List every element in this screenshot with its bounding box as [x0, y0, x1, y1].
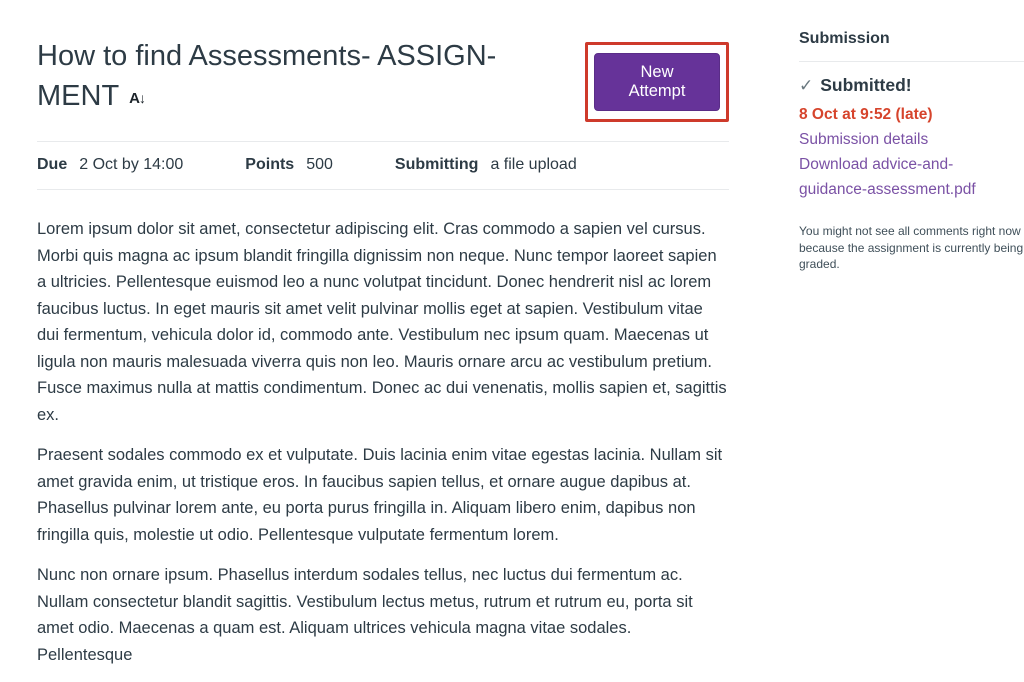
description-paragraph: Nunc non ornare ipsum. Phasellus interdum sodales tellus, nec luctus dui fermentum ac. Nullam consectetur blandit sagittis. Vestibulum lectus metus, rutrum et rutrum eu, porta sit amet odio. Maecenas a quam est. Aliquam ultrices vehicula magna vitae sodales. Pellentesque	[37, 566, 693, 664]
points-value: 500	[306, 156, 333, 173]
submitting-value: a file upload	[490, 156, 577, 173]
due-value: 2 Oct by 14:00	[79, 156, 184, 173]
due-group	[37, 156, 183, 174]
down-arrow-glyph: ↓	[139, 90, 147, 106]
check-icon: ✓	[799, 75, 814, 95]
submitting-label: Submitting	[394, 156, 479, 173]
submission-date-late: 8 Oct at 9:52 (late)	[799, 106, 933, 123]
assignment-header	[37, 0, 729, 118]
submission-details-link[interactable]: Submission details	[799, 131, 929, 148]
assignment-meta-row	[37, 141, 729, 190]
submission-sidebar	[799, 30, 1024, 273]
points-group	[245, 156, 333, 174]
grading-note: You might not see all comments right now because the assignment is currently being graded.	[799, 224, 1024, 271]
points-label: Points	[245, 156, 295, 173]
assignment-description	[37, 216, 729, 668]
submission-heading: Submission	[799, 30, 1024, 62]
description-paragraph: Lorem ipsum dolor sit amet, consectetur adipiscing elit. Cras commodo a sapien vel cursus. Morbi quis magna ac ipsum blandit fringilla dignissim non neque. Nunc tempor laoreet sapien a ultricies. Pellentesque euismod leo a nunc volutpat tincidunt. Donec hendrerit nisl ac lorem faucibus luctus. In eget mauris sit amet velit pulvinar mollis eget at sapien. Vestibulum vitae dui fermentum, vehicula dolor id, commodo ante. Vestibulum nec ipsum quam. Maecenas ut ligula non mauris malesuada viverra quis non leo. Mauris ornare arcu ac vestibulum pretium. Fusce maximus nulla at mattis condimentum. Donec ac dui venenatis, mollis sapien et, sagittis ex.	[37, 220, 727, 424]
download-submission-link[interactable]: Download advice-and-guidance-assessment.pdf	[799, 156, 976, 198]
red-highlight-annotation	[585, 42, 729, 122]
due-label: Due	[37, 156, 68, 173]
new-attempt-button[interactable]: New Attempt	[594, 53, 720, 111]
accessibility-a-down-icon[interactable]	[129, 75, 146, 118]
submitting-group	[395, 156, 577, 174]
submission-status-row	[799, 75, 1024, 96]
main-content	[37, 0, 729, 682]
a-glyph: A	[129, 90, 141, 107]
page-title-line2: MENT	[37, 80, 120, 112]
submitted-status: Submitted!	[820, 75, 912, 95]
page-title-line1: How to find Assessments- ASSIGN-	[37, 40, 497, 72]
description-paragraph: Praesent sodales commodo ex et vulputate. Duis lacinia enim vitae egestas lacinia. Nullam sit amet gravida enim, ut tristique eros. In faucibus sapien tellus, et ornare augue dapibus at. Phasellus pulvinar lorem ante, eu porta purus fringilla in. Aliquam libero enim, dapibus non fringilla quis, molestie ut odio. Pellentesque vulputate fermentum lorem.	[37, 446, 723, 544]
page-title	[37, 37, 582, 118]
